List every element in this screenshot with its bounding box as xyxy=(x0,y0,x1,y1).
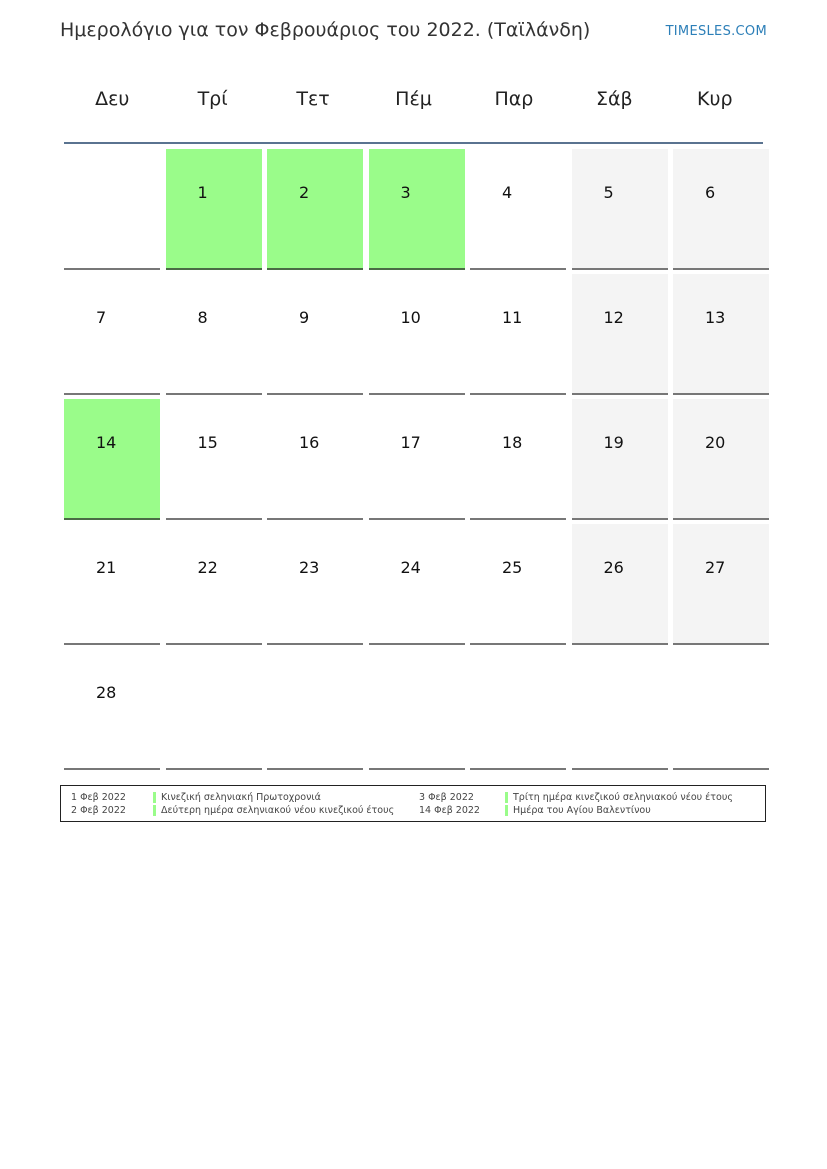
day-number: 12 xyxy=(603,308,624,327)
day-number: 5 xyxy=(603,183,614,202)
day-number: 10 xyxy=(400,308,421,327)
day-cell xyxy=(64,524,160,645)
day-number: 4 xyxy=(502,183,513,202)
day-number: 8 xyxy=(197,308,208,327)
day-number: 18 xyxy=(502,433,523,452)
empty-day-cell xyxy=(369,649,465,770)
day-number: 28 xyxy=(96,683,117,702)
day-cell xyxy=(572,274,668,395)
day-number: 27 xyxy=(705,558,726,577)
weekday-sun: Κυρ xyxy=(697,88,733,110)
day-cell xyxy=(673,524,769,645)
day-number: 16 xyxy=(299,433,320,452)
day-cell xyxy=(267,149,363,270)
day-cell xyxy=(673,399,769,520)
legend-date: 2 Φεβ 2022 xyxy=(71,805,126,816)
day-cell xyxy=(267,399,363,520)
holiday-legend xyxy=(60,785,766,822)
brand-link[interactable]: TIMESLES.COM xyxy=(665,24,767,39)
day-cell xyxy=(369,524,465,645)
day-cell xyxy=(572,524,668,645)
day-cell xyxy=(572,399,668,520)
day-number: 6 xyxy=(705,183,716,202)
day-cell xyxy=(166,524,262,645)
day-number: 20 xyxy=(705,433,726,452)
empty-day-cell xyxy=(267,649,363,770)
legend-date: 1 Φεβ 2022 xyxy=(71,792,126,803)
day-cell xyxy=(369,399,465,520)
empty-day-cell xyxy=(572,649,668,770)
day-cell xyxy=(470,399,566,520)
holiday-color-marker xyxy=(505,805,508,816)
calendar-grid xyxy=(64,149,769,770)
weekday-header xyxy=(62,88,765,110)
legend-label: Δεύτερη ημέρα σεληνιακού νέου κινεζικού έτους xyxy=(161,805,395,816)
empty-day-cell xyxy=(166,649,262,770)
day-number: 11 xyxy=(502,308,523,327)
weekday-mon: Δευ xyxy=(95,88,130,110)
empty-day-cell xyxy=(673,649,769,770)
legend-label: Τρίτη ημέρα κινεζικού σεληνιακού νέου έτους xyxy=(513,792,733,803)
day-cell xyxy=(64,274,160,395)
day-cell xyxy=(166,274,262,395)
day-number: 19 xyxy=(603,433,624,452)
day-number: 23 xyxy=(299,558,320,577)
day-cell xyxy=(267,524,363,645)
day-number: 22 xyxy=(197,558,218,577)
empty-day-cell xyxy=(64,149,160,270)
day-cell xyxy=(64,649,160,770)
day-cell xyxy=(369,149,465,270)
day-cell xyxy=(470,149,566,270)
day-number: 7 xyxy=(96,308,107,327)
day-cell xyxy=(673,149,769,270)
day-cell xyxy=(369,274,465,395)
weekday-thu: Πέμ xyxy=(395,88,432,110)
holiday-color-marker xyxy=(153,805,156,816)
day-number: 1 xyxy=(197,183,208,202)
holiday-color-marker xyxy=(505,792,508,803)
day-cell xyxy=(64,399,160,520)
day-number: 3 xyxy=(400,183,411,202)
header-divider xyxy=(64,142,763,144)
day-number: 9 xyxy=(299,308,310,327)
day-number: 14 xyxy=(96,433,117,452)
day-cell xyxy=(166,399,262,520)
day-cell xyxy=(267,274,363,395)
day-cell xyxy=(166,149,262,270)
legend-label: Ημέρα του Αγίου Βαλεντίνου xyxy=(513,805,651,816)
legend-label: Κινεζική σεληνιακή Πρωτοχρονιά xyxy=(161,792,321,803)
day-number: 2 xyxy=(299,183,310,202)
holiday-color-marker xyxy=(153,792,156,803)
day-number: 24 xyxy=(400,558,421,577)
legend-date: 3 Φεβ 2022 xyxy=(419,792,474,803)
weekday-tue: Τρί xyxy=(197,88,228,110)
day-cell xyxy=(673,274,769,395)
day-number: 13 xyxy=(705,308,726,327)
empty-day-cell xyxy=(470,649,566,770)
day-number: 26 xyxy=(603,558,624,577)
day-cell xyxy=(470,274,566,395)
weekday-sat: Σάβ xyxy=(596,88,633,110)
weekday-wed: Τετ xyxy=(296,88,330,110)
day-number: 15 xyxy=(197,433,218,452)
day-number: 25 xyxy=(502,558,523,577)
weekday-fri: Παρ xyxy=(494,88,534,110)
day-number: 17 xyxy=(400,433,421,452)
day-cell xyxy=(572,149,668,270)
legend-date: 14 Φεβ 2022 xyxy=(419,805,480,816)
day-cell xyxy=(470,524,566,645)
day-number: 21 xyxy=(96,558,117,577)
page-title: Ημερολόγιο για τον Φεβρουάριος του 2022. (Ταϊλάνδη) xyxy=(60,19,591,41)
